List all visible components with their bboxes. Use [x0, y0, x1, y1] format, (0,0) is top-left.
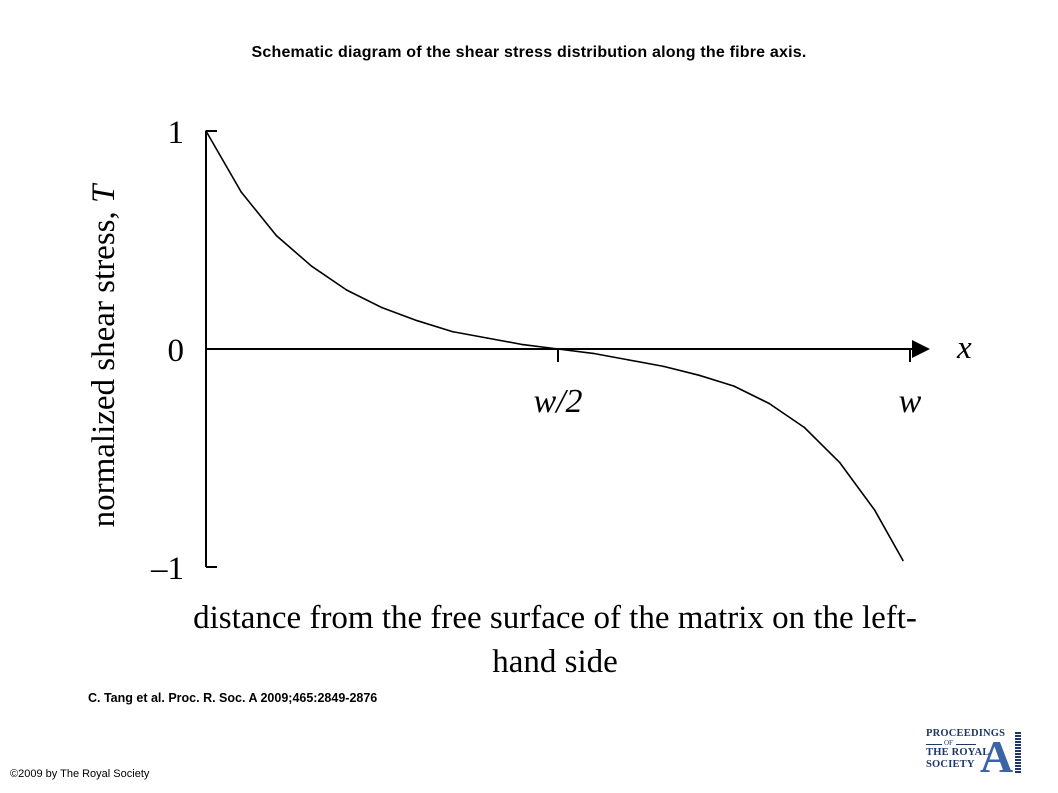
data-point — [663, 366, 665, 368]
x-tick-label-0: w/2 — [533, 383, 583, 420]
y-tick-label-0: 1 — [167, 115, 184, 151]
data-point — [416, 320, 418, 322]
y-tick-label-1: 0 — [167, 333, 184, 369]
data-point — [804, 427, 806, 429]
data-point — [452, 331, 454, 333]
logo-word-the-royal: THE ROYAL — [926, 747, 990, 758]
y-tick-label-2: –1 — [151, 551, 184, 587]
data-point — [557, 348, 559, 350]
data-point — [240, 191, 242, 193]
logo-word-society: SOCIETY — [926, 759, 975, 770]
y-axis-label — [86, 182, 122, 527]
x-axis-label-line-1: distance from the free surface of the matrix on the left- — [193, 600, 917, 636]
logo-word-proceedings: PROCEEDINGS — [926, 728, 1006, 739]
x-axis-arrow — [912, 340, 930, 358]
slide-title: Schematic diagram of the shear stress distribution along the fibre axis. — [251, 44, 807, 61]
royal-society-logo — [920, 728, 1025, 780]
chart-axes — [206, 131, 930, 567]
copyright: ©2009 by The Royal Society — [10, 768, 150, 780]
data-point — [698, 374, 700, 376]
x-axis-symbol: x — [957, 330, 972, 366]
chart-series — [205, 130, 904, 561]
logo-side-bar — [1015, 732, 1021, 774]
data-point — [522, 344, 524, 346]
data-point — [592, 353, 594, 355]
data-point — [487, 337, 489, 339]
data-point — [381, 307, 383, 309]
data-point — [733, 385, 735, 387]
data-point — [874, 510, 876, 512]
data-point — [311, 265, 313, 267]
x-axis-label-line-2: hand side — [492, 644, 618, 680]
series-line-0 — [206, 131, 903, 561]
data-point — [839, 462, 841, 464]
logo-letter-a: A — [980, 731, 1014, 782]
data-point — [276, 235, 278, 237]
data-point — [768, 403, 770, 405]
data-point — [346, 289, 348, 291]
x-tick-label-1: w — [898, 383, 922, 420]
chart-ticks — [150, 115, 922, 587]
data-point — [902, 560, 904, 562]
logo-word-of: OF — [944, 739, 953, 747]
citation: C. Tang et al. Proc. R. Soc. A 2009;465:2849-2876 — [88, 691, 378, 705]
data-point — [205, 130, 207, 132]
y-axis-label-text: normalized shear stress, — [86, 202, 122, 528]
data-point — [628, 359, 630, 361]
y-axis-label-var: T — [86, 184, 122, 203]
